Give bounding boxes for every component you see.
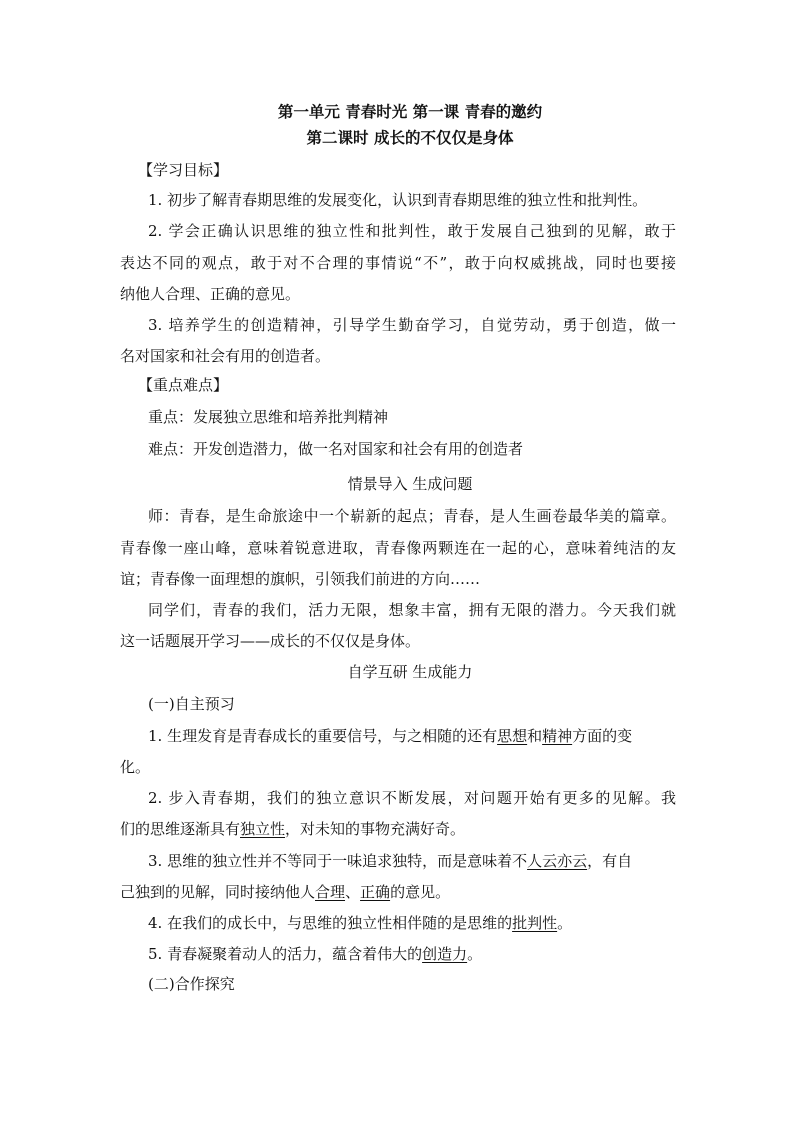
question-5 — [148, 943, 708, 965]
question-1-line-1 — [148, 725, 708, 747]
question-3-text-b: ，有自 — [587, 852, 633, 870]
intro-paragraph-1-line-1: 师：青春，是生命旅途中一个崭新的起点；青春，是人生画卷最华美的篇章。 — [148, 507, 676, 525]
answer-blank-correct: 正确 — [360, 883, 391, 901]
question-3-text-e: 的意见。 — [390, 883, 451, 901]
question-3-line-2 — [120, 881, 700, 903]
keypoints-heading: 【重点难点】 — [138, 376, 229, 394]
question-5-text-b: 。 — [467, 945, 483, 963]
keypoint-difficulty: 难点：开发创造潜力，做一名对国家和社会有用的创造者 — [148, 440, 524, 458]
intro-paragraph-2-line-2: 这一话题展开学习——成长的不仅仅是身体。 — [120, 632, 421, 650]
objective-2-line-2: 表达不同的观点，敢于对不合理的事情说“不”，敢于向权威挑战，同时也要接 — [120, 254, 676, 272]
question-2-line-1: 2. 步入青春期，我们的独立意识不断发展，对问题开始有更多的见解。我 — [148, 789, 676, 807]
objective-3-line-1: 3. 培养学生的创造精神，引导学生勤奋学习，自觉劳动，勇于创造，做一 — [148, 316, 676, 334]
intro-heading: 情景导入 生成问题 — [347, 475, 473, 493]
intro-paragraph-2-line-1: 同学们，青春的我们，活力无限，想象丰富，拥有无限的潜力。今天我们就 — [148, 601, 676, 619]
keypoint-focus: 重点：发展独立思维和培养批判精神 — [148, 408, 389, 426]
question-1-text-b: 和 — [527, 727, 543, 745]
objective-3-line-2: 名对国家和社会有用的创造者。 — [120, 347, 331, 365]
question-3-text-d: 、 — [345, 883, 361, 901]
question-2-text-b: ，对未知的事物充满好奇。 — [285, 820, 466, 838]
question-4-text-b: 。 — [557, 914, 573, 932]
objectives-heading: 【学习目标】 — [138, 161, 229, 179]
question-3-text-a: 3. 思维的独立性并不等同于一味追求独特，而是意味着不 — [148, 852, 528, 870]
lesson-subtitle: 第二课时 成长的不仅仅是身体 — [306, 128, 514, 147]
answer-blank-thought: 思想 — [497, 727, 528, 745]
answer-blank-independence: 独立性 — [240, 820, 286, 838]
question-5-text-a: 5. 青春凝聚着动人的活力，蕴含着伟大的 — [148, 945, 423, 963]
answer-blank-critical: 批判性 — [512, 914, 558, 932]
lesson-title: 第一单元 青春时光 第一课 青春的邀约 — [277, 102, 543, 121]
question-3-line-1 — [148, 850, 708, 872]
objective-2-line-1: 2. 学会正确认识思维的独立性和批判性，敢于发展自己独到的见解，敢于 — [148, 222, 676, 240]
question-4-text-a: 4. 在我们的成长中，与思维的独立性相伴随的是思维的 — [148, 914, 513, 932]
question-3-text-c: 己独到的见解，同时接纳他人 — [120, 883, 316, 901]
selfstudy-heading: 自学互研 生成能力 — [347, 663, 473, 681]
question-2-line-2 — [120, 818, 700, 840]
subsection-self-preview: (一)自主预习 — [148, 695, 235, 713]
question-1-text-a: 1. 生理发育是青春成长的重要信号，与之相随的还有 — [148, 727, 498, 745]
intro-paragraph-1-line-3: 谊；青春像一面理想的旗帜，引领我们前进的方向…… — [120, 570, 481, 588]
objective-1: 1. 初步了解青春期思维的发展变化，认识到青春期思维的独立性和批判性。 — [148, 191, 648, 209]
answer-blank-reasonable: 合理 — [315, 883, 346, 901]
intro-paragraph-1-line-2: 青春像一座山峰，意味着锐意进取，青春像两颗连在一起的心，意味着纯洁的友 — [120, 539, 676, 557]
objective-2-line-3: 纳他人合理、正确的意见。 — [120, 285, 301, 303]
answer-blank-conformity: 人云亦云 — [527, 852, 588, 870]
question-1-line-2: 化。 — [120, 758, 151, 776]
question-2-text-a: 们的思维逐渐具有 — [120, 820, 241, 838]
question-1-text-c: 方面的变 — [572, 727, 633, 745]
question-4 — [148, 912, 708, 934]
answer-blank-spirit: 精神 — [542, 727, 573, 745]
subsection-cooperative-inquiry: (二)合作探究 — [148, 975, 235, 993]
answer-blank-creativity: 创造力 — [422, 945, 468, 963]
